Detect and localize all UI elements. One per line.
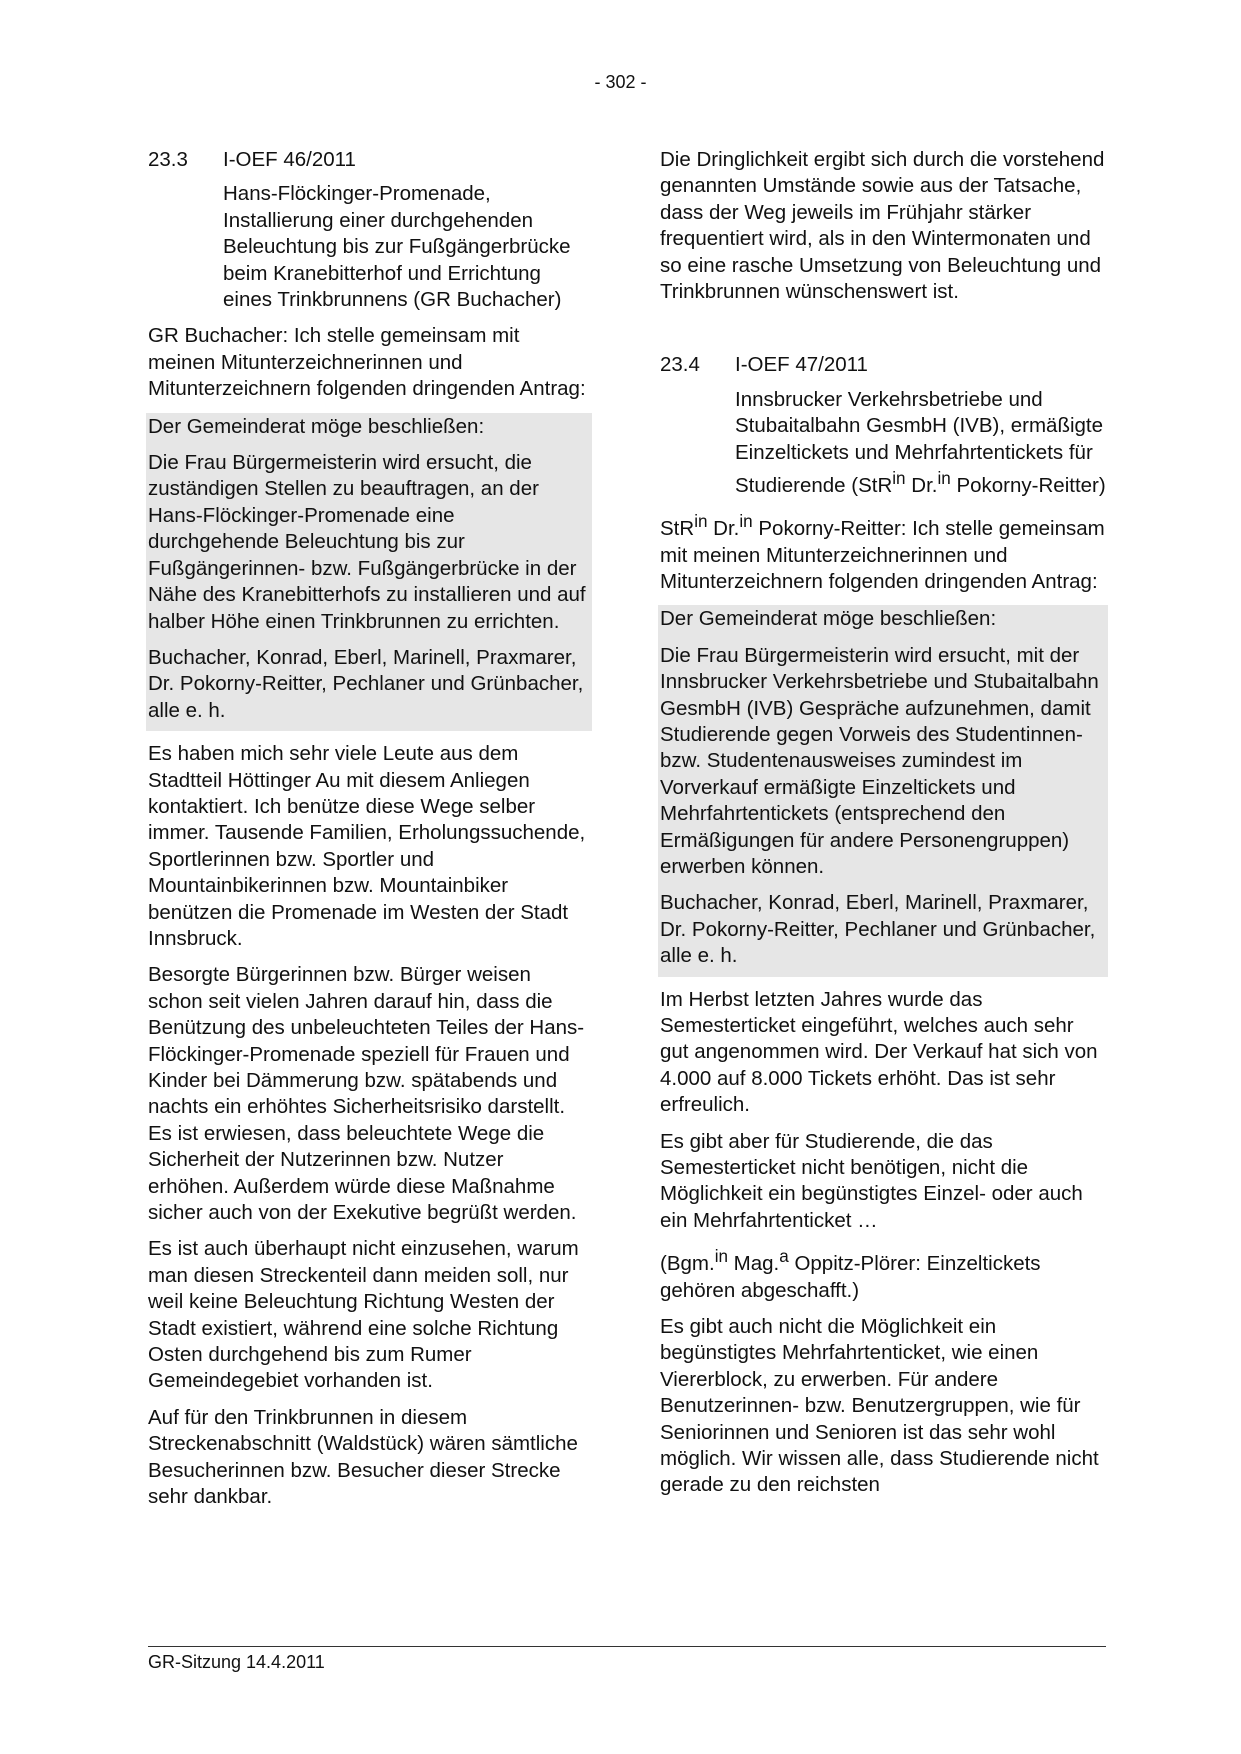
footer-divider	[148, 1646, 1106, 1647]
motion-signers: Buchacher, Konrad, Eberl, Marinell, Praxmarer, Dr. Pokorny-Reitter, Pechlaner und Grünbacher, alle e. h.	[660, 891, 1096, 968]
motion-text: Die Frau Bürgermeisterin wird ersucht, mit der Innsbrucker Verkehrsbetriebe und Stubaitalbahn GesmbH (IVB) Gespräche aufzunehmen, damit Studierende gegen Vorweis des Studentinnen- bzw. Studentenausweises zumindest im Vorverkauf ermäßigte Einzeltickets und Mehrfahrtentickets (entsprechend den Ermäßigungen für andere Personengruppen) erwerben können.	[660, 643, 1099, 878]
agenda-item-code: I-OEF 47/2011	[735, 353, 868, 377]
paragraph: Auf für den Trinkbrunnen in diesem Streckenabschnitt (Waldstück) wären sämtliche Besucherinnen bzw. Besucher dieser Strecke sehr dankbar.	[148, 1405, 578, 1509]
agenda-item-header	[148, 147, 590, 173]
footer-session-date: GR-Sitzung 14.4.2011	[148, 1652, 325, 1672]
paragraph: Im Herbst letzten Jahres wurde das Semesterticket eingeführt, welches auch sehr gut angenommen wird. Der Verkauf hat sich von 4.000 auf 8.000 Tickets erhöht. Das ist sehr erfreulich.	[660, 987, 1098, 1117]
motion-intro: StR$^{in}$ Dr.$^{in}$ Pokorny-Reitter: Ich stelle gemeinsam mit meinen Mitunterzeichnerinnen und Mitunterzeichnern folgenden dringenden Antrag:	[660, 512, 1105, 593]
motion-heading: Der Gemeinderat möge beschließen:	[148, 414, 485, 438]
agenda-item-title: Innsbrucker Verkehrsbetriebe und Stubaitalbahn GesmbH (IVB), ermäßigte Einzeltickets und Mehrfahrtentickets für Studierende (StR$^{in}$ Dr.$^{in}$ Pokorny-Reitter)	[735, 387, 1106, 497]
motion-intro: GR Buchacher: Ich stelle gemeinsam mit meinen Mitunterzeichnerinnen und Mitunterzeichnern folgenden dringenden Antrag:	[148, 324, 586, 401]
agenda-item-header	[660, 352, 1106, 378]
paragraph: Es ist auch überhaupt nicht einzusehen, warum man diesen Streckenteil dann meiden soll, nur weil keine Beleuchtung Richtung Westen der Stadt existiert, während eine solche Richtung Osten durchgehend bis zum Rumer Gemeindegebiet vorhanden ist.	[148, 1237, 579, 1393]
agenda-item-number: 23.3	[148, 148, 188, 171]
agenda-item-number: 23.4	[660, 353, 700, 377]
motion-signers: Buchacher, Konrad, Eberl, Marinell, Praxmarer, Dr. Pokorny-Reitter, Pechlaner und Grünbacher, alle e. h.	[148, 645, 584, 722]
interjection: (Bgm.$^{in}$ Mag.$^a$ Oppitz-Plörer: Einzeltickets gehören abgeschafft.)	[660, 1247, 1041, 1302]
paragraph: Es haben mich sehr viele Leute aus dem Stadtteil Höttinger Au mit diesem Anliegen kontaktiert. Ich benütze diese Wege selber immer. Tausende Familien, Erholungssuchende, Sportlerinnen bzw. Sportler und Mountainbikerinnen bzw. Mountainbiker benützen die Promenade im Westen der Stadt Innsbruck.	[148, 742, 586, 950]
paragraph: Es gibt auch nicht die Möglichkeit ein begünstigtes Mehrfahrtenticket, wie einen Viererblock, zu erwerben. Für andere Benutzerinnen- bzw. Benutzergruppen, wie für Seniorinnen und Senioren ist das sehr wohl möglich. Wir wissen alle, dass Studierende nicht gerade zu den reichsten	[660, 1314, 1099, 1497]
motion-text: Die Frau Bürgermeisterin wird ersucht, die zuständigen Stellen zu beauftragen, an der Hans-Flöckinger-Promenade eine durchgehende Beleuchtung bis zur Fußgängerinnen- bzw. Fußgängerbrücke in der Nähe des Kranebitterhofs zu installieren und auf halber Höhe einen Trinkbrunnen zu errichten.	[148, 451, 586, 633]
right-column	[660, 147, 1106, 1509]
motion-heading: Der Gemeinderat möge beschließen:	[660, 607, 997, 631]
motion-box	[146, 413, 592, 731]
paragraph: Besorgte Bürgerinnen bzw. Bürger weisen schon seit vielen Jahren darauf hin, dass die Benützung des unbeleuchteten Teiles der Hans-Flöckinger-Promenade speziell für Frauen und Kinder bei Dämmerung bzw. spätabends und nachts ein erhöhtes Sicherheitsrisiko darstellt. Es ist erwiesen, dass beleuchtete Wege die Sicherheit der Nutzerinnen bzw. Nutzer erhöhen. Außerdem würde diese Maßnahme sicher auch von der Exekutive begrüßt werden.	[148, 963, 585, 1225]
agenda-item-code: I-OEF 46/2011	[223, 148, 356, 171]
motion-box	[658, 605, 1108, 976]
page-number: - 302 -	[594, 72, 647, 92]
agenda-item-title: Hans-Flöckinger-Promenade, Installierung einer durchgehenden Beleuchtung bis zur Fußgängerbrücke beim Kranebitterhof und Errichtung eines Trinkbrunnens (GR Buchacher)	[223, 182, 571, 312]
left-column	[148, 147, 590, 1521]
paragraph: Die Dringlichkeit ergibt sich durch die vorstehend genannten Umstände sowie aus der Tatsache, dass der Weg jeweils im Frühjahr stärker frequentiert wird, als in den Wintermonaten und so eine rasche Umsetzung von Beleuchtung und Trinkbrunnen wünschenswert ist.	[660, 148, 1105, 304]
paragraph: Es gibt aber für Studierende, die das Semesterticket nicht benötigen, nicht die Möglichkeit ein begünstigtes Einzel- oder auch ein Mehrfahrtenticket …	[660, 1129, 1083, 1232]
